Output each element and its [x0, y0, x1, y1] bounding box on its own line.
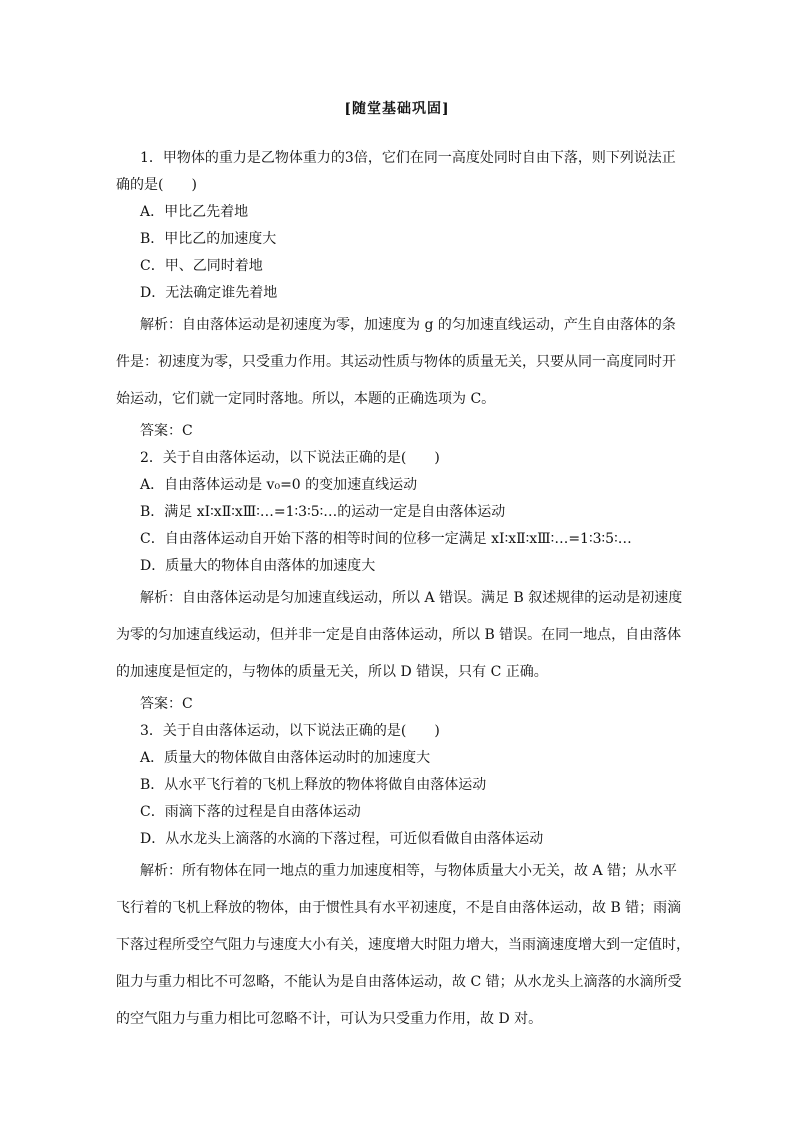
- q3-stem: 3．关于自由落体运动，以下说法正确的是( ): [140, 723, 440, 739]
- question-2: [116, 445, 686, 718]
- q3-analysis-line4: 阻力与重力相比不可忽略，不能认为是自由落体运动，故 C 错；从水龙头上滴落的水滴所受: [116, 974, 682, 990]
- q3-analysis-line2: 飞行着的飞机上释放的物体，由于惯性具有水平初速度，不是自由落体运动，故 B 错；雨滴: [116, 900, 682, 916]
- q2-analysis-line2: 为零的匀加速直线运动，但并非一定是自由落体运动，所以 B 错误。在同一地点，自由落体: [116, 627, 682, 643]
- q3-analysis-line3: 下落过程所受空气阻力与速度大小有关，速度增大时阻力增大，当雨滴速度增大到一定值时，: [116, 937, 690, 953]
- q1-answer: 答案：C: [140, 423, 193, 439]
- q2-option-b: B．满足 xⅠ∶xⅡ∶xⅢ∶…=1∶3∶5∶…的运动一定是自由落体运动: [140, 504, 506, 520]
- q3-option-c: C．雨滴下落的过程是自由落体运动: [140, 804, 361, 820]
- q2-option-a: A．自由落体运动是 v₀=0 的变加速直线运动: [140, 477, 418, 493]
- q3-analysis-line5: 的空气阻力与重力相比可忽略不计，可认为只受重力作用，故 D 对。: [116, 1011, 543, 1027]
- q1-analysis-line1: 解析：自由落体运动是初速度为零，加速度为 g 的匀加速直线运动，产生自由落体的条: [140, 317, 676, 333]
- q3-option-b: B．从水平飞行着的飞机上释放的物体将做自由落体运动: [140, 777, 487, 793]
- q1-option-a: A．甲比乙先着地: [140, 204, 249, 220]
- q1-stem-line2: 确的是( ): [116, 177, 197, 193]
- q1-option-b: B．甲比乙的加速度大: [140, 231, 277, 247]
- q3-option-a: A．质量大的物体做自由落体运动时的加速度大: [140, 750, 431, 766]
- section-title: [随堂基础巩固]: [344, 101, 450, 117]
- q3-analysis-line1: 解析：所有物体在同一地点的重力加速度相等，与物体质量大小无关，故 A 错；从水平: [140, 863, 678, 879]
- q1-analysis-line3: 始运动，它们就一定同时落地。所以，本题的正确选项为 C。: [116, 391, 496, 407]
- q1-analysis-line2: 件是：初速度为零，只受重力作用。其运动性质与物体的质量无关，只要从同一高度同时开: [116, 354, 676, 370]
- q2-option-d: D．质量大的物体自由落体的加速度大: [140, 558, 376, 574]
- document-body: [116, 145, 690, 1038]
- q1-option-c: C．甲、乙同时着地: [140, 258, 263, 274]
- question-1: [116, 145, 686, 445]
- q2-answer: 答案：C: [140, 696, 193, 712]
- q2-analysis-line3: 的加速度是恒定的，与物体的质量无关，所以 D 错误，只有 C 正确。: [116, 664, 548, 680]
- question-3: [116, 718, 690, 1038]
- q1-option-d: D．无法确定谁先着地: [140, 285, 278, 301]
- q2-analysis-line1: 解析：自由落体运动是匀加速直线运动，所以 A 错误。满足 B 叙述规律的运动是初速度: [140, 590, 683, 606]
- q2-stem: 2．关于自由落体运动，以下说法正确的是( ): [140, 450, 440, 466]
- q2-option-c: C．自由落体运动自开始下落的相等时间的位移一定满足 xⅠ∶xⅡ∶xⅢ∶…=1∶3∶5∶…: [140, 531, 632, 547]
- q1-stem-line1: 1．甲物体的重力是乙物体重力的3倍，它们在同一高度处同时自由下落，则下列说法正: [140, 150, 676, 166]
- q3-option-d: D．从水龙头上滴落的水滴的下落过程，可近似看做自由落体运动: [140, 831, 544, 847]
